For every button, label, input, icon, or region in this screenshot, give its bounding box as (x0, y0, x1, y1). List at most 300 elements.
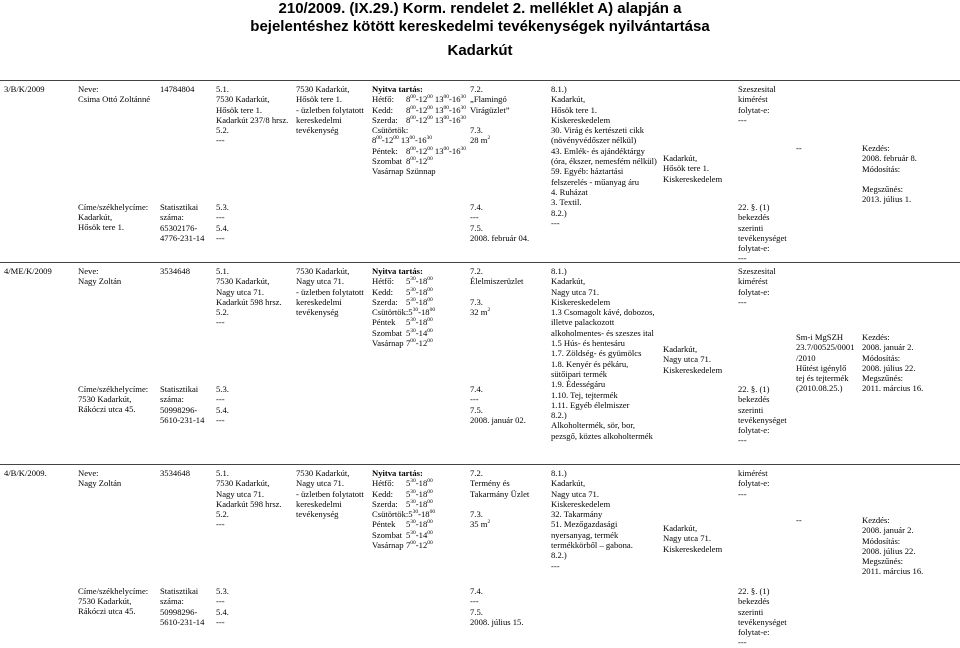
opening-time: $7^{00}-12^{00}$ (406, 540, 433, 551)
goods-list-line: felszerelés - műanyag áru (551, 176, 640, 187)
permit-info (796, 515, 802, 525)
status-dates-line: 2008. február 8. (862, 153, 917, 164)
opening-day: Vasárnap (372, 540, 404, 551)
opening-hours (372, 84, 466, 177)
name-label: Neve: (78, 468, 99, 478)
section-22-activity (738, 202, 787, 264)
premises-codes-lower-line: 5.3. (216, 586, 229, 596)
goods-list-line: 1.3 Csomagolt kávé, dobozos, (551, 307, 655, 318)
premises-codes-lower-line: --- (216, 212, 225, 223)
status-dates-line: Módosítás: (862, 163, 901, 174)
trade-site (663, 153, 722, 184)
shop-details-line: 7.3. (470, 509, 483, 520)
seat-address (78, 596, 136, 617)
premises-codes-line: 7530 Kadarkút, (216, 94, 270, 105)
goods-list-line: 1.5 Hús- és hentesáru (551, 338, 625, 349)
stat-label (160, 586, 198, 607)
section-22-activity-line: szerinti (738, 606, 764, 617)
shop-details-line: Termény és (470, 478, 510, 489)
status-dates-line: Módosítás: (862, 352, 901, 363)
goods-list-line: --- (551, 217, 560, 228)
alcohol-activity-line: --- (738, 114, 747, 125)
registration-number: 3/B/K/2009 (4, 84, 45, 94)
shop-details-line: 28 $m^2$ (470, 135, 491, 146)
holder-name: Nagy Zoltán (78, 276, 122, 286)
shop-details-line: 7.3. (470, 125, 483, 136)
premises-codes-lower-line: 5.3. (216, 384, 229, 394)
premises-codes-lower (216, 586, 229, 627)
opening-hours-row (372, 519, 435, 529)
trade-site-line: Kiskereskedelem (663, 364, 723, 375)
opening-time: $5^{30}-18^{00}$ (406, 478, 433, 489)
opening-day: Hétfő: (372, 276, 394, 287)
opening-hours-row (372, 135, 466, 145)
opening-hours-row (372, 509, 435, 519)
opening-day: Szerda: (372, 498, 398, 509)
goods-list-line: pezsgő, köztes alkoholtermék (551, 430, 653, 441)
shop-details-lower-line: 7.4. (470, 202, 483, 212)
status-dates-line: 2013. július 1. (862, 194, 912, 205)
alcohol-activity-line: kimérést (738, 468, 768, 478)
goods-list-line: 1.9. Édességáru (551, 379, 606, 390)
section-22-activity-line: bekezdés (738, 596, 770, 607)
opening-time: $8^{00}-12^{00}$ $13^{00}-16^{30}$ (406, 94, 466, 105)
goods-list-line: 59. Egyéb: háztartási (551, 166, 624, 177)
shop-details-line: 7.2. (470, 468, 483, 478)
seat-address (78, 394, 136, 415)
premises-codes-line: --- (216, 135, 225, 146)
opening-hours-row (372, 499, 435, 509)
shop-details (470, 468, 529, 530)
premises-codes-line: 5.1. (216, 84, 229, 94)
trade-location-line: kereskedelmi (296, 498, 342, 509)
stat-number (160, 223, 204, 244)
opening-time: $5^{30}-18^{00}$ (406, 498, 433, 509)
opening-hours (372, 266, 435, 348)
premises-codes-lower-line: 5.3. (216, 202, 229, 212)
permit-info-line: -- (796, 143, 802, 153)
premises-codes-lower-line: 5.4. (216, 404, 229, 415)
trade-site-line: Nagy utca 71. (663, 354, 711, 365)
shop-details-line: 35 $m^2$ (470, 519, 491, 530)
opening-day: Hétfő: (372, 478, 394, 489)
premises-codes-line: --- (216, 317, 225, 328)
stat-number (160, 607, 204, 628)
alcohol-activity-line: folytat-e: (738, 478, 770, 489)
shop-details-line (470, 499, 529, 509)
premises-codes-line: 5.2. (216, 509, 229, 520)
section-22-activity-line: --- (738, 253, 747, 264)
premises-codes (216, 266, 282, 328)
status-dates-line: Módosítás: (862, 535, 901, 546)
permit-info-line: Sm-i MgSZH (796, 332, 844, 342)
shop-details-lower-line: 2008. július 15. (470, 616, 524, 627)
goods-list (551, 266, 655, 441)
permit-info-line: /2010 (796, 352, 816, 363)
goods-list-line: 8.1.) (551, 84, 567, 94)
goods-list (551, 84, 657, 228)
opening-hours-row (372, 125, 466, 135)
goods-list-line: 1.10. Tej, tejtermék (551, 389, 618, 400)
opening-time: $5^{30}-18^{00}$ (408, 307, 436, 318)
goods-list-line: 43. Emlék- és ajándéktárgy (551, 145, 645, 156)
trade-site-line: Kiskereskedelem (663, 173, 723, 184)
opening-time: $5^{30}-18^{00}$ (406, 276, 433, 287)
premises-codes-lower-line: --- (216, 232, 225, 243)
registration-number: 4/ME/K/2009 (4, 266, 52, 276)
shop-details-line: 32 $m^2$ (470, 307, 491, 318)
shop-details-line: 7.3. (470, 296, 483, 307)
section-22-activity-line: szerinti (738, 222, 764, 233)
opening-day: Szerda: (372, 296, 398, 307)
goods-list-line: 1.8. Kenyér és pékáru, (551, 358, 629, 369)
trade-location-line: 7530 Kadarkút, (296, 468, 350, 478)
goods-list-line: Alkoholtermék, sör, bor, (551, 420, 636, 431)
goods-list-line: 1.11. Egyéb élelmiszer (551, 399, 630, 410)
status-dates-line: Kezdés: (862, 515, 890, 525)
section-22-activity-line: 22. §. (1) (738, 586, 770, 596)
stat-label-line: száma: (160, 212, 184, 223)
stat-number (160, 405, 204, 426)
trade-site-line: Nagy utca 71. (663, 533, 711, 544)
shop-details (470, 84, 510, 146)
premises-codes-lower-line: 5.4. (216, 606, 229, 617)
shop-details (470, 266, 523, 317)
stat-number-line: 50998296- (160, 607, 198, 617)
opening-day: Kedd: (372, 104, 394, 115)
section-22-activity-line: tevékenységet (738, 616, 787, 627)
company-reg-number: 3534648 (160, 468, 191, 478)
premises-codes-lower (216, 384, 229, 425)
seat-address-line: 7530 Kadarkút, (78, 596, 132, 606)
seat-address (78, 212, 124, 233)
premises-codes-line: Nagy utca 71. (216, 488, 264, 499)
goods-list-line: alkoholmentes- és szeszes ital (551, 327, 654, 338)
opening-time: $8^{00}-12^{00}$ (406, 156, 433, 167)
opening-hours-row (372, 317, 435, 327)
opening-time: $5^{30}-18^{00}$ (408, 509, 436, 520)
premises-codes-lower (216, 202, 229, 243)
goods-list-line: 8.1.) (551, 266, 567, 276)
goods-list-line: nyersanyag, termék (551, 529, 619, 540)
opening-hours-row (372, 105, 466, 115)
goods-list-line: (növényvédőszer nélkül) (551, 135, 637, 146)
opening-time: Szünnap (406, 166, 436, 177)
premises-codes-line: 7530 Kadarkút, (216, 276, 270, 287)
section-22-activity (738, 586, 787, 648)
seat-address-line: Hősök tere 1. (78, 222, 125, 233)
opening-day: Vasárnap (372, 338, 404, 349)
opening-time: $8^{00}-12^{00}$ $13^{00}-16^{30}$ (372, 135, 432, 146)
trade-location-line: 7530 Kadarkút, (296, 266, 350, 276)
opening-day: Szombat (372, 327, 403, 338)
status-dates-line: 2008. január 2. (862, 342, 914, 353)
permit-info-line: (2010.08.25.) (796, 383, 843, 394)
opening-time: $5^{30}-14^{00}$ (406, 529, 433, 540)
shop-details-line: Élelmiszerüzlet (470, 276, 524, 287)
section-22-activity-line: tevékenységet (738, 232, 787, 243)
trade-location-line: kereskedelmi (296, 296, 342, 307)
company-reg-number: 14784804 (160, 84, 195, 94)
opening-day: Szombat (372, 529, 403, 540)
status-dates-line: 2011. március 16. (862, 383, 924, 394)
seat-address-line: Kadarkút, (78, 212, 113, 222)
section-22-activity-line: folytat-e: (738, 627, 770, 638)
permit-info (796, 143, 802, 153)
trade-site-line: Kiskereskedelem (663, 543, 723, 554)
goods-list-line: --- (551, 560, 560, 571)
seat-label: Címe/székhelycíme: (78, 384, 149, 394)
premises-codes-line: 7530 Kadarkút, (216, 478, 270, 489)
section-22-activity-line: folytat-e: (738, 243, 770, 254)
opening-hours-row (372, 530, 435, 540)
goods-list-line: 8.2.) (551, 550, 567, 561)
opening-hours-row (372, 338, 435, 348)
opening-time: $8^{00}-12^{00}$ $13^{00}-16^{30}$ (406, 145, 466, 156)
section-22-activity (738, 384, 787, 446)
alcohol-activity-line: kimérést (738, 94, 768, 105)
opening-time: $5^{30}-18^{00}$ (406, 317, 433, 328)
status-dates-line: 2008. július 22. (862, 545, 916, 556)
section-22-activity-line: tevékenységet (738, 414, 787, 425)
seat-label: Címe/székhelycíme: (78, 586, 149, 596)
permit-info-line: -- (796, 515, 802, 525)
premises-codes-line: 5.1. (216, 468, 229, 478)
stat-number-line: 4776-231-14 (160, 233, 205, 244)
trade-location-line: Nagy utca 71. (296, 478, 344, 489)
section-22-activity-line: --- (738, 637, 747, 648)
opening-time: $5^{30}-14^{00}$ (406, 327, 433, 338)
status-dates-line: 2011. március 16. (862, 566, 924, 577)
goods-list-line: Nagy utca 71. (551, 488, 599, 499)
trade-location-line: - üzletben folytatott (296, 104, 364, 115)
premises-codes-line: Nagy utca 71. (216, 286, 264, 297)
trade-location-line: tevékenység (296, 307, 339, 318)
stat-label-line: Statisztikai (160, 384, 199, 394)
opening-hours-title: Nyitva tartás: (372, 84, 423, 94)
opening-time: $7^{00}-12^{00}$ (406, 338, 433, 349)
trade-site-line: Kadarkút, (663, 153, 698, 163)
goods-list-line: 30. Virág és kertészeti cikk (551, 125, 645, 136)
opening-time: $5^{30}-18^{00}$ (406, 488, 433, 499)
document-title-line-1: 210/2009. (IX.29.) Korm. rendelet 2. melléklet A) alapján a (278, 0, 682, 17)
status-dates-line: Megszűnés: (862, 373, 904, 384)
goods-list-line: illetve palackozott (551, 317, 615, 328)
section-22-activity-line: bekezdés (738, 394, 770, 405)
document-title-line-2: bejelentéshez kötött kereskedelmi tevékenységek nyilvántartása (250, 18, 710, 35)
premises-codes-lower-line: --- (216, 414, 225, 425)
trade-location-line: tevékenység (296, 125, 339, 136)
opening-day: Péntek (372, 519, 396, 530)
alcohol-activity-line: Szeszesital (738, 266, 776, 276)
opening-time: $5^{30}-18^{00}$ (406, 296, 433, 307)
status-dates (862, 332, 923, 394)
permit-info-line: tej és tejtermék (796, 373, 849, 384)
goods-list-line: sütőipari termék (551, 368, 608, 379)
status-dates-line: Kezdés: (862, 143, 890, 153)
opening-hours-row (372, 94, 466, 104)
city-heading: Kadarkút (447, 42, 513, 59)
company-reg-number: 3534648 (160, 266, 191, 276)
trade-site (663, 344, 722, 375)
goods-list (551, 468, 633, 571)
stat-label-line: száma: (160, 394, 184, 405)
premises-codes (216, 84, 288, 146)
name-label: Neve: (78, 84, 99, 94)
stat-number-line: 50998296- (160, 405, 198, 415)
register-record (0, 464, 960, 648)
goods-list-line: Kiskereskedelem (551, 296, 611, 307)
section-22-activity-line: --- (738, 435, 747, 446)
shop-details-lower-line: 7.5. (470, 606, 483, 617)
opening-day: Kedd: (372, 488, 394, 499)
trade-location (296, 84, 364, 135)
shop-details-lower-line: 7.4. (470, 384, 483, 394)
shop-details-line (470, 287, 523, 297)
trade-location (296, 266, 364, 317)
section-22-activity-line: folytat-e: (738, 425, 770, 436)
goods-list-line: Hősök tere 1. (551, 104, 598, 115)
shop-details-lower (470, 586, 523, 627)
permit-info-line: Hűtést igénylő (796, 362, 847, 373)
status-dates (862, 515, 923, 577)
shop-details-line (470, 115, 510, 125)
seat-address-line: Rákóczi utca 45. (78, 404, 136, 415)
status-dates-line: 2008. július 22. (862, 362, 916, 373)
goods-list-line: 8.1.) (551, 468, 567, 478)
goods-list-line: 8.2.) (551, 207, 567, 218)
stat-label-line: Statisztikai (160, 586, 199, 596)
opening-day: Kedd: (372, 286, 394, 297)
stat-number-line: 65302176- (160, 223, 198, 233)
section-22-activity-line: szerinti (738, 404, 764, 415)
name-label: Neve: (78, 266, 99, 276)
trade-location-line: Nagy utca 71. (296, 276, 344, 287)
premises-codes-lower-line: 5.4. (216, 222, 229, 233)
opening-day: Péntek: (372, 145, 398, 156)
shop-details-lower-line: --- (470, 394, 479, 405)
alcohol-activity (738, 84, 776, 125)
shop-details-lower-line: 2008. február 04. (470, 232, 530, 243)
alcohol-activity-line: folytat-e: (738, 104, 770, 115)
opening-hours-row (372, 276, 435, 286)
opening-hours-title: Nyitva tartás: (372, 266, 423, 276)
goods-list-line: Kadarkút, (551, 478, 586, 489)
holder-name: Nagy Zoltán (78, 478, 122, 488)
trade-location-line: - üzletben folytatott (296, 286, 364, 297)
permit-info-line: 23.7/00525/0001 (796, 342, 855, 353)
trade-site (663, 523, 722, 554)
shop-details-lower (470, 202, 529, 243)
alcohol-activity-line: folytat-e: (738, 286, 770, 297)
shop-details-lower (470, 384, 526, 425)
status-dates (862, 143, 917, 205)
trade-location-line: kereskedelmi (296, 114, 342, 125)
alcohol-activity-line: kimérést (738, 276, 768, 287)
stat-label-line: száma: (160, 596, 184, 607)
opening-hours-row (372, 287, 435, 297)
shop-details-lower-line: 7.5. (470, 222, 483, 233)
trade-location-line: Hősök tere 1. (296, 94, 343, 105)
trade-location-line: 7530 Kadarkút, (296, 84, 350, 94)
trade-location-line: - üzletben folytatott (296, 488, 364, 499)
opening-day: Szerda: (372, 114, 398, 125)
opening-day: Csütörtök: (372, 125, 409, 136)
goods-list-line: 32. Takarmány (551, 509, 603, 520)
trade-site-line: Hősök tere 1. (663, 163, 710, 174)
opening-day: Szombat (372, 156, 403, 167)
goods-list-line: Nagy utca 71. (551, 286, 599, 297)
goods-list-line: Kadarkút, (551, 94, 586, 105)
alcohol-activity-line: --- (738, 488, 747, 499)
seat-address-line: Rákóczi utca 45. (78, 606, 136, 617)
section-22-activity-line: 22. §. (1) (738, 202, 770, 212)
goods-list-line: 3. Textil. (551, 197, 582, 208)
shop-details-line: „Flamingó (470, 94, 507, 105)
opening-time: $5^{30}-18^{00}$ (406, 519, 433, 530)
stat-label-line: Statisztikai (160, 202, 199, 212)
shop-details-lower-line: --- (470, 596, 479, 607)
opening-hours-row (372, 166, 466, 176)
premises-codes-lower-line: --- (216, 596, 225, 607)
shop-details-lower-line: 7.4. (470, 586, 483, 596)
stat-label (160, 202, 198, 223)
seat-label: Címe/székhelycíme: (78, 202, 149, 212)
opening-hours-row (372, 297, 435, 307)
section-22-activity-line: 22. §. (1) (738, 384, 770, 394)
opening-hours-row (372, 540, 435, 550)
shop-details-line: Takarmány Üzlet (470, 488, 530, 499)
alcohol-activity (738, 266, 776, 307)
premises-codes (216, 468, 282, 530)
stat-number-line: 5610-231-14 (160, 415, 205, 426)
opening-hours-row (372, 307, 435, 317)
premises-codes-line: 5.2. (216, 307, 229, 318)
opening-day: Csütörtök: (372, 307, 409, 318)
goods-list-line: 4. Ruházat (551, 186, 588, 197)
opening-time: $8^{00}-12^{00}$ $13^{00}-16^{30}$ (406, 104, 466, 115)
goods-list-line: 8.2.) (551, 410, 567, 421)
status-dates-line (862, 174, 917, 184)
opening-day: Csütörtök: (372, 509, 409, 520)
goods-list-line: (óra, ékszer, nemesfém nélkül) (551, 156, 657, 167)
status-dates-line: Megszűnés: (862, 556, 904, 567)
goods-list-line: Kiskereskedelem (551, 114, 611, 125)
seat-address-line: 7530 Kadarkút, (78, 394, 132, 404)
opening-hours-title: Nyitva tartás: (372, 468, 423, 478)
opening-time: $5^{30}-18^{00}$ (406, 286, 433, 297)
opening-hours-row (372, 156, 466, 166)
trade-location-line: tevékenység (296, 509, 339, 520)
alcohol-activity (738, 468, 770, 499)
trade-location (296, 468, 364, 519)
premises-codes-line: 5.2. (216, 125, 229, 136)
registration-number: 4/B/K/2009. (4, 468, 47, 478)
shop-details-line: 7.2. (470, 266, 483, 276)
opening-hours-row (372, 146, 466, 156)
premises-codes-line: 5.1. (216, 266, 229, 276)
premises-codes-lower-line: --- (216, 394, 225, 405)
trade-site-line: Kadarkút, (663, 523, 698, 533)
status-dates-line: Megszűnés: (862, 184, 904, 195)
register-record (0, 80, 960, 264)
status-dates-line: 2008. január 2. (862, 525, 914, 536)
opening-hours-row (372, 328, 435, 338)
premises-codes-line: Kadarkút 598 hrsz. (216, 498, 282, 509)
opening-day: Vasárnap (372, 166, 404, 177)
opening-hours-row (372, 478, 435, 488)
stat-number-line: 5610-231-14 (160, 617, 205, 628)
